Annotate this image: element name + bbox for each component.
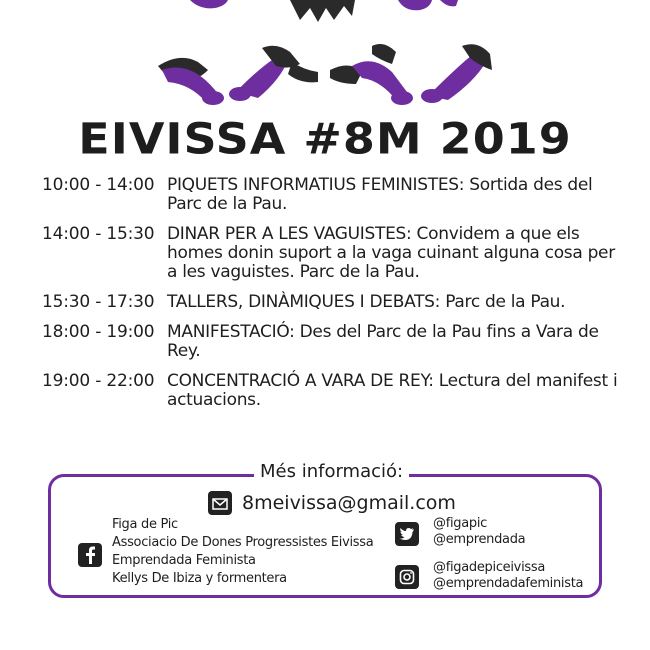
schedule-row [42,225,622,282]
twitter-handle[interactable]: @emprendada [433,532,526,547]
schedule-row [42,323,622,361]
fist-arm-2 [229,46,318,101]
email-link[interactable]: 8meivissa@gmail.com [242,492,456,514]
instagram-icon[interactable] [395,565,419,589]
schedule-row [42,372,622,410]
schedule-desc: TALLERS, DINÀMIQUES I DEBATS: Parc de la Pau. [167,292,566,312]
schedule-time: 15:30 - 17:30 [42,292,155,312]
fist-arm-3 [330,44,413,105]
schedule-time: 10:00 - 14:00 [42,175,155,195]
facebook-page[interactable]: Kellys De Ibiza y formentera [112,571,287,586]
header-illustration [0,0,650,110]
schedule-desc: CONCENTRACIÓ A VARA DE REY: Lectura del manifest i actuacions. [167,371,618,410]
schedule-desc: DINAR PER A LES VAGUISTES: Convidem a que els homes donin suport a la vaga cuinant alguna cosa per a les vaguistes. Parc de la Pau. [167,224,615,282]
twitter-handle[interactable]: @figapic [433,516,488,531]
schedule-time: 14:00 - 15:30 [42,224,155,244]
page-title: EIVISSA #8M 2019 [78,114,572,164]
fist-arm-4 [421,44,492,103]
twitter-handles [433,516,525,548]
instagram-handle[interactable]: @figadepiceivissa [433,560,545,575]
twitter-icon[interactable] [395,522,419,546]
email-row [208,491,456,515]
fist-arm-1 [158,58,224,105]
schedule-row [42,293,622,312]
facebook-page[interactable]: Emprendada Feminista [112,553,256,568]
schedule-desc: MANIFESTACIÓ: Des del Parc de la Pau fins a Vara de Rey. [167,322,599,361]
instagram-handle[interactable]: @emprendadafeminista [433,576,584,591]
info-heading: Més informació: [254,461,409,482]
schedule-row [42,176,622,214]
schedule-time: 18:00 - 19:00 [42,322,155,342]
facebook-page[interactable]: Figa de Pic [112,517,178,532]
schedule-time: 19:00 - 22:00 [42,371,155,391]
instagram-handles [433,560,583,592]
envelope-icon [208,491,232,515]
schedule-list [42,176,622,421]
facebook-pages [112,516,373,588]
facebook-icon[interactable] [78,543,102,567]
facebook-page[interactable]: Associacio De Dones Progressistes Eivissa [112,535,374,550]
schedule-desc: PIQUETS INFORMATIUS FEMINISTES: Sortida des del Parc de la Pau. [167,175,593,214]
